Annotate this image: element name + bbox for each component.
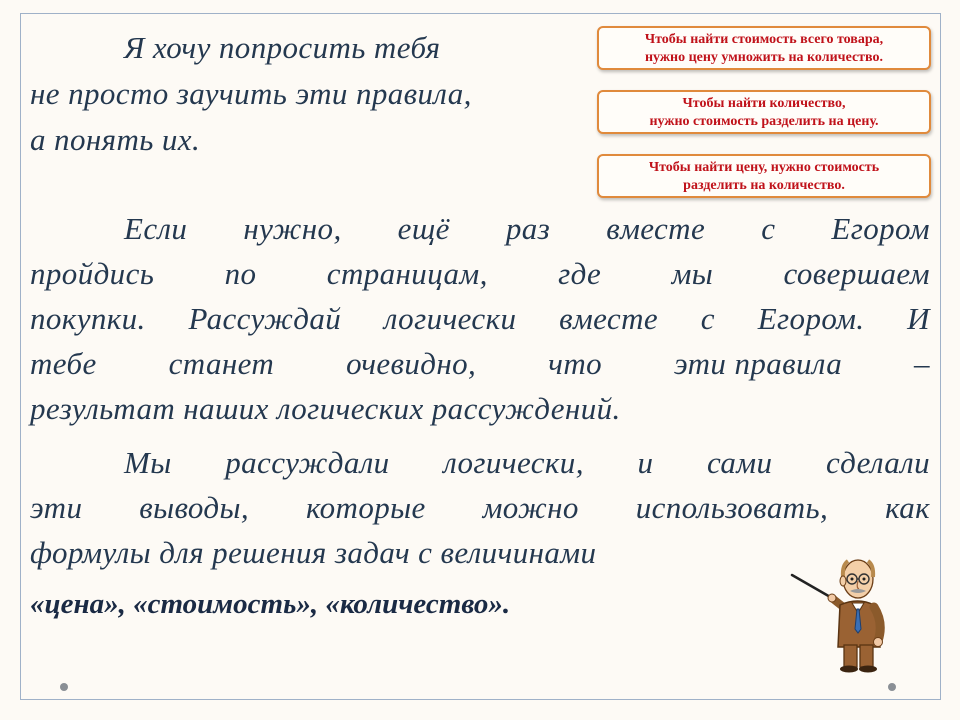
word: страницам, [326, 256, 488, 291]
rule-box-total-cost [597, 26, 931, 70]
word: с [700, 301, 715, 336]
word: и [637, 445, 654, 480]
word: Егором [831, 211, 930, 246]
intro-line-1: Я хочу попросить тебя [124, 30, 441, 65]
word: можно [482, 490, 579, 525]
emphasis-line: «цена», «стоимость», «количество». [30, 588, 511, 620]
word: Рассуждай [188, 301, 342, 336]
word: И [907, 301, 930, 336]
paragraph-2-line-2 [30, 256, 930, 292]
word: нужно, [243, 211, 342, 246]
teacher-pointer-illustration [788, 543, 898, 673]
word: мы [671, 256, 714, 291]
word: ещё [397, 211, 450, 246]
word: тебе [30, 346, 97, 381]
word: совершаем [783, 256, 930, 291]
word: как [885, 490, 930, 525]
word: вместе [559, 301, 659, 336]
rule-box-quantity [597, 90, 931, 134]
paragraph-3-line-1 [124, 445, 930, 481]
paragraph-3-line-3: формулы для решения задач с величинами [30, 535, 597, 570]
word: раз [505, 211, 551, 246]
intro-line-2: не просто заучить эти правила, [30, 76, 472, 111]
word: покупки. [30, 301, 146, 336]
word: рассуждали [225, 445, 390, 480]
word: станет [168, 346, 275, 381]
corner-dot-right [888, 683, 896, 691]
rule-2-line-2: нужно стоимость разделить на цену. [649, 114, 879, 129]
rule-1-line-1: Чтобы найти стоимость всего товара, [644, 32, 884, 47]
word: логически, [443, 445, 584, 480]
word: которые [305, 490, 426, 525]
rule-3-line-1: Чтобы найти цену, нужно стоимость [648, 160, 880, 175]
paragraph-2-line-4 [30, 346, 930, 382]
word: с [761, 211, 776, 246]
word: что [548, 346, 603, 381]
word: вместе [606, 211, 706, 246]
word: Егором. [757, 301, 865, 336]
word: эти правила [673, 346, 843, 381]
word: сами [707, 445, 773, 480]
corner-dot-left [60, 683, 68, 691]
rule-box-price [597, 154, 931, 198]
paragraph-2-line-5: результат наших логических рассуждений. [30, 391, 621, 426]
word: сделали [825, 445, 930, 480]
word: Мы [124, 445, 172, 480]
paragraph-2-line-3 [30, 301, 930, 337]
word: эти [30, 490, 83, 525]
word: Если [124, 211, 188, 246]
rule-2-line-1: Чтобы найти количество, [682, 96, 846, 111]
paragraph-3-line-2 [30, 490, 930, 526]
paragraph-2-line-1 [124, 211, 930, 247]
word: пройдись [30, 256, 155, 291]
word: где [558, 256, 602, 291]
rule-3-line-2: разделить на количество. [683, 178, 845, 193]
rule-1-line-2: нужно цену умножить на количество. [644, 50, 884, 65]
word: по [224, 256, 257, 291]
word: использовать, [635, 490, 829, 525]
word: – [914, 346, 930, 381]
word: очевидно, [346, 346, 477, 381]
word: выводы, [139, 490, 250, 525]
intro-line-3: а понять их. [30, 122, 201, 157]
word: логически [383, 301, 517, 336]
